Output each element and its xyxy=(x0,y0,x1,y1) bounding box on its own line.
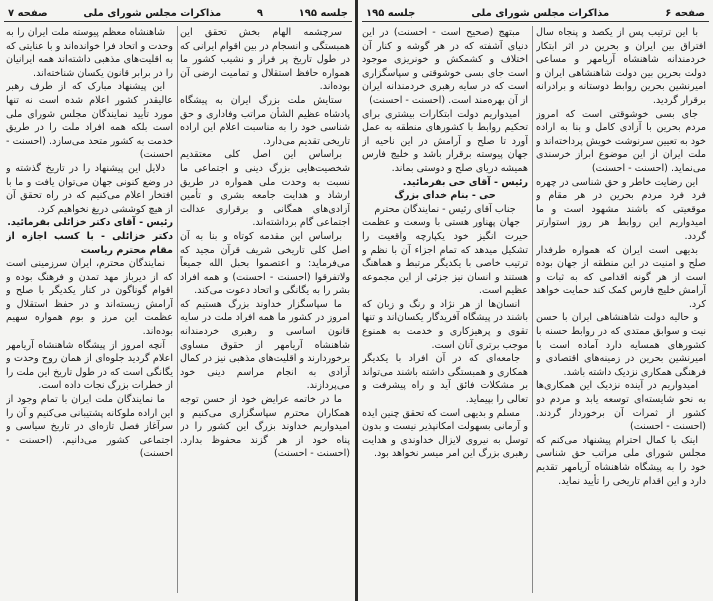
paragraph: براساس این مقدمه کوتاه و بنا به آن اصل کلی تاریخی شریف قرآن مجید که می‌فرماید: و اعتصموا بحبل الله جمیعاً ولاتفرقوا (احسنت - احسنت) و همه افراد بشر را به یگانگی و اتحاد دعوت می‌کند. xyxy=(180,230,350,297)
sheet-number: ۹ xyxy=(256,8,263,19)
paragraph: مبتهج (صحیح است - احسنت) در این دنیای آشفته که در هر گوشه و کنار آن اختلاف و کشمکش و خونریزی موجود است جای بسی خوشوقتی و سپاسگزاری است که در سایه رهبری خردمندانه ایران از آن بهره‌مند است. (احسنت - احسنت) xyxy=(362,27,528,106)
paragraph: و حالیه دولت شاهنشاهی ایران با حسن نیت و سوابق ممتدی که در روابط حسنه با کشورهای همسایه دارد آماده است با امیرنشین بحرین در زمینه‌های اقتصادی و فرهنگی همکاری نزدیک داشته باشد. xyxy=(536,312,706,378)
publication-title: مذاکرات مجلس شورای ملی xyxy=(83,8,222,19)
page-header xyxy=(4,6,352,22)
paragraph: اینک با کمال احترام پیشنهاد می‌کنم که مجلس شورای ملی مراتب حق شناسی خود را به پیشگاه شاهنشاه آریامهر تقدیم دارد و این اقدام تاریخی را تأیید نماید. xyxy=(536,434,706,487)
paragraph: این پیشنهاد مبارک که از طرف رهبر عالیقدر کشور اعلام شده است نه تنها مورد تأیید نمایندگان مجلس شورای ملی است بلکه همه افراد ملت را در طریق خدمت به کشور متحد می‌سازد. (احسنت - احسنت) xyxy=(6,81,173,161)
left-page xyxy=(0,0,356,601)
text-column-left xyxy=(6,26,173,593)
session-number: جلسه ۱۹۵ xyxy=(366,8,416,19)
paragraph: سرچشمه الهام بخش تحقق این همبستگی و انسجام در بین اقوام ایرانی که در طول تاریخ پر فراز و نشیب کشور ما همواره حافظ استقلال و تمامیت ارضی آن بوده‌اند. xyxy=(180,27,350,93)
paragraph: ستایش ملت بزرگ ایران به پیشگاه پادشاه عظیم الشأن مراتب وفاداری و حق شناسی خود را به مناسبت اعلام این اراده تاریخی تقدیم می‌دارد. xyxy=(180,94,350,147)
column-divider xyxy=(177,26,178,593)
speaker-line: حی - بنام خدای بزرگ xyxy=(394,190,496,202)
paragraph: امیدواریم دولت ابتکارات بیشتری برای تحکیم روابط با کشورهای منطقه به عمل آورد تا صلح و آرامش در این ناحیه از جهان پیوسته برقرار باشد و خلیج فارس همیشه دریای صلح و دوستی بماند. xyxy=(362,108,528,174)
paragraph: انسان‌ها از هر نژاد و رنگ و زبان که باشند در پیشگاه آفریدگار یکسان‌اند و تنها تقوی و پرهیزکاری و خدمت به همنوع موجب برتری آنان است. xyxy=(362,298,528,351)
salutation: جناب آقای رئیس - نمایندگان محترم xyxy=(374,203,516,215)
text-column-right xyxy=(180,26,350,593)
speaker-line: دکتر خزائلی - با کسب اجازه از مقام محترم ریاست xyxy=(6,230,173,256)
page-number: صفحه ۷ xyxy=(8,8,48,19)
paragraph: ما نمایندگان ملت ایران با تمام وجود از این اراده ملوکانه پشتیبانی می‌کنیم و آن را سرآغاز فصل تازه‌ای در تاریخ سیاسی و اجتماعی کشور می‌دانیم. (احسنت - احسنت) xyxy=(6,394,173,460)
paragraph: با این ترتیب پس از یکصد و پنجاه سال افتراق بین ایران و بحرین در اثر ابتکار خردمندانه شاهنشاه آریامهر و مساعی دولت بحرین بین دولت شاهنشاهی ایران و امیرنشین بحرین روابط دوستانه و برادرانه برقرار گردید. xyxy=(536,27,706,106)
paragraph: آنچه امروز از پیشگاه شاهنشاه آریامهر اعلام گردید جلوه‌ای از همان روح وحدت و یگانگی است که در طول تاریخ این ملت را از خطرات بزرگ نجات داده است. xyxy=(6,339,173,392)
page-number: صفحه ۶ xyxy=(665,8,705,19)
page-header xyxy=(362,6,709,22)
paragraph: ما در خاتمه عرایض خود از حسن توجه همکاران محترم سپاسگزاری می‌کنیم و امیدواریم خداوند بزرگ این کشور را در پناه خود از هر گزند محفوظ بدارد. (احسنت - احسنت) xyxy=(180,394,350,460)
paragraph: بدیهی است ایران که همواره طرفدار صلح و امنیت در این منطقه از جهان بوده است از هر گونه اقدامی که به ثبات و آرامش خلیج فارس کمک کند حمایت خواهد کرد. xyxy=(536,244,706,310)
right-page xyxy=(358,0,713,601)
paragraph: براساس این اصل کلی معتقدیم شخصیت‌هایی بزرگ دینی و اجتماعی ما نسبت به وحدت ملی همواره در طریق ارشاد و هدایت جامعه بشری و تأمین آزادی‌های همگانی و برقراری عدالت اجتماعی گام برداشته‌اند. xyxy=(180,149,350,229)
paragraph: دلایل این پیشنهاد را در تاریخ گذشته و در وضع کنونی جهان می‌توان یافت و ما با افتخار اعلام می‌کنیم که در راه تحقق آن از هیچ کوششی دریغ نخواهیم کرد. xyxy=(6,162,173,215)
paragraph: نمایندگان محترم، ایران سرزمینی است که از دیرباز مهد تمدن و فرهنگ بوده و اقوام گوناگون در کنار یکدیگر با صلح و آرامش زیسته‌اند و در حفظ استقلال و عظمت این مرز و بوم همواره سهیم بوده‌اند. xyxy=(6,258,173,338)
session-number: جلسه ۱۹۵ xyxy=(298,8,348,19)
paragraph: جهان پهناور هستی با وسعت و عظمت حیرت انگیز خود یکپارچه واقعیت را تشکیل میدهد که تمام اجزاء آن با نظم و ترتیب خاصی با یکدیگر مرتبط و هماهنگ هستند و انسان نیز جزئی از این مجموعه عظیم است. xyxy=(362,217,528,297)
speaker-line: رئیس - آقای دکتر خزائلی بفرمائید. xyxy=(7,217,173,229)
paragraph: شاهنشاه معظم پیوسته ملت ایران را به وحدت و اتحاد فرا خوانده‌اند و با عنایتی که به اقلیت‌های مذهبی داشته‌اند همه ایرانیان را در برابر قانون یکسان شناخته‌اند. xyxy=(6,27,173,79)
text-column-right xyxy=(536,26,706,593)
text-column-left xyxy=(362,26,528,593)
paragraph: امیدواریم در آینده نزدیک این همکاری‌ها به نحو شایسته‌ای توسعه یابد و مردم دو کشور از ثمرات آن برخوردار گردند. (احسنت - احسنت) xyxy=(536,380,706,433)
paragraph: ما سپاسگزار خداوند بزرگ هستیم که امروز در کشور ما همه افراد ملت در سایه قانون اساسی و رهبری خردمندانه شاهنشاه آریامهر از حقوق مساوی برخوردارند و اقلیت‌های مذهبی نیز در کمال آزادی به انجام مراسم دینی خود می‌پردازند. xyxy=(180,298,350,392)
paragraph: جای بسی خوشوقتی است که امروز مردم بحرین با آزادی کامل و بنا به اراده خود به تعیین سرنوشت خویش پرداخته‌اند و ملت ایران از این موضوع ابراز خرسندی می‌نماید. (احسنت - احسنت) xyxy=(536,108,706,174)
column-divider xyxy=(532,26,533,593)
paragraph: این رضایت خاطر و حق شناسی در چهره فرد فرد مردم بحرین در هر مقام و موقعیتی که باشند مشهود است و ما امیدواریم این روابط هر روز استوارتر گردد. xyxy=(536,176,706,242)
publication-title: مذاکرات مجلس شورای ملی xyxy=(471,8,610,19)
paragraph: جامعه‌ای که در آن افراد با یکدیگر همکاری و همبستگی داشته باشند می‌تواند بر مشکلات فائق آید و راه پیشرفت و تعالی را بپیماید. xyxy=(362,353,528,406)
speaker-line: رئیس - آقای حی بفرمائید. xyxy=(402,176,528,188)
paragraph: مسلم و بدیهی است که تحقق چنین ایده و آرمانی بسهولت امکانپذیر نیست و بدون توسل به نیروی لایزال خداوندی و هدایت رهبری بزرگ این امر میسر نخواهد بود. xyxy=(362,407,528,460)
